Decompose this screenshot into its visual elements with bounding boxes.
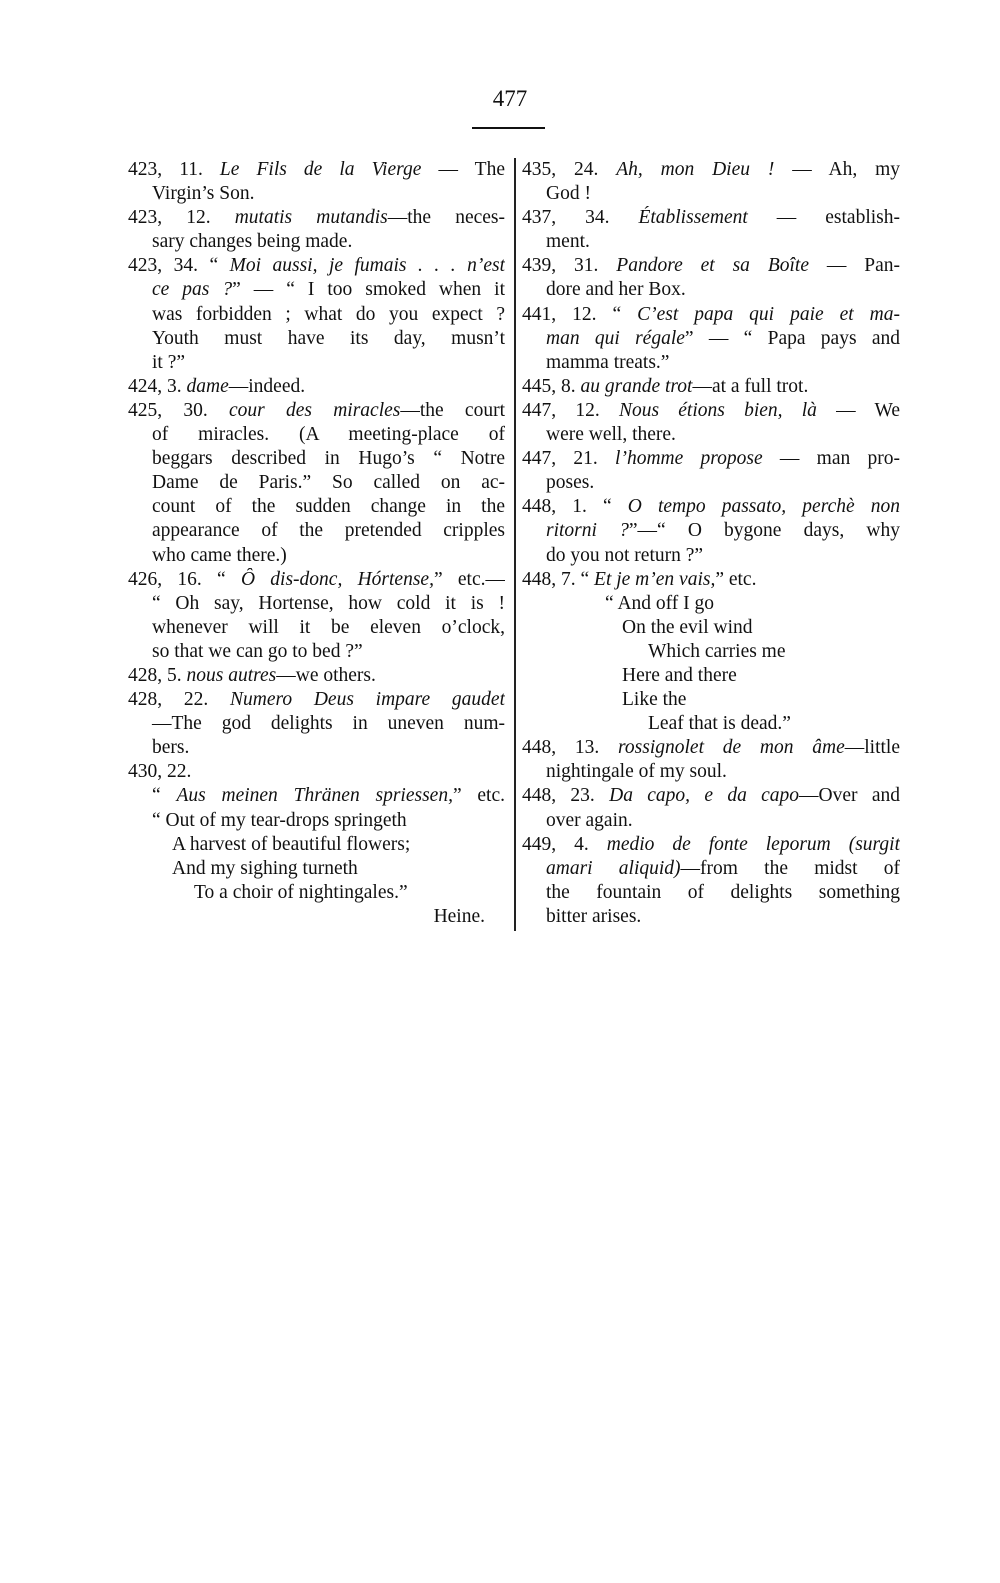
text-line <box>522 688 900 712</box>
text-line <box>128 495 505 519</box>
text-line <box>522 712 900 736</box>
text-segment: — establish- <box>747 207 900 229</box>
italic-term: Le Fils de la Vierge <box>219 159 422 180</box>
text-segment: —from the midst of <box>680 857 900 879</box>
text-segment: the fountain of delights something <box>546 881 900 903</box>
note-entry-first-line <box>128 399 505 423</box>
text-segment: “ Oh say, Hortense, how cold it is ! <box>152 592 505 614</box>
text-line <box>128 833 505 857</box>
italic-term: Da capo, e da capo <box>609 785 800 807</box>
text-line <box>128 182 505 206</box>
text-segment: — The <box>421 159 505 180</box>
text-segment: “ <box>152 785 177 807</box>
text-segment: 448, 1. “ <box>522 496 628 518</box>
text-line <box>128 616 505 640</box>
text-segment: —little <box>844 737 900 759</box>
note-entry-first-line <box>128 664 505 688</box>
text-segment: 428, 5. <box>128 664 187 686</box>
note-entry-first-line <box>522 447 900 471</box>
italic-term: Moi aussi, je fumais . . . n’est <box>229 255 505 277</box>
text-segment: 447, 12. <box>522 399 619 421</box>
italic-term: Aus meinen Thränen spriessen, <box>176 785 453 807</box>
text-segment: were well, there. <box>546 424 676 446</box>
text-segment: —The god delights in uneven num- <box>152 713 505 735</box>
text-segment: over again. <box>546 809 633 831</box>
text-segment: sary changes being made. <box>152 231 353 253</box>
text-segment: 435, 24. <box>522 159 617 180</box>
text-line <box>128 230 505 254</box>
text-line <box>128 471 505 495</box>
text-line <box>522 327 900 351</box>
header-rule <box>472 127 545 129</box>
note-entry-first-line <box>522 158 900 182</box>
text-segment: And my sighing turneth <box>172 857 358 879</box>
text-segment: was forbidden ; what do you expect ? <box>152 303 505 325</box>
italic-term: amari aliquid) <box>546 857 681 879</box>
text-segment: ” etc. <box>715 568 757 590</box>
text-segment: 430, 22. <box>128 761 192 783</box>
text-segment: 449, 4. <box>522 833 607 855</box>
text-line <box>522 592 900 616</box>
text-segment: —we others. <box>276 664 376 686</box>
text-segment: 437, 34. <box>522 207 639 229</box>
right-column <box>522 158 900 929</box>
italic-term: O tempo passato, perchè non <box>627 496 900 518</box>
text-segment: — man pro- <box>762 448 900 470</box>
text-line <box>522 278 900 302</box>
text-line <box>522 664 900 688</box>
text-segment: ” — “ I too smoked when it <box>232 279 505 301</box>
text-line <box>522 351 900 375</box>
text-segment: dore and her Box. <box>546 279 686 301</box>
italic-term: mutatis mutandis <box>234 207 388 229</box>
text-segment: 423, 11. <box>128 159 220 180</box>
text-segment: ”—“ O bygone days, why <box>628 520 900 542</box>
text-segment: Like the <box>622 689 687 711</box>
text-line <box>128 351 505 375</box>
text-segment: 428, 22. <box>128 689 230 711</box>
italic-term: C’est papa qui paie et ma- <box>637 303 900 325</box>
text-line <box>128 544 505 568</box>
text-segment: of miracles. (A meeting-place of <box>152 424 505 446</box>
text-segment: Youth must have its day, musn’t <box>152 327 505 349</box>
text-segment: Heine. <box>433 905 485 927</box>
text-segment: — Pan- <box>808 255 900 277</box>
text-segment: whenever will it be eleven o’clock, <box>152 616 505 638</box>
text-segment: beggars described in Hugo’s “ Notre <box>152 448 505 470</box>
text-line <box>522 423 900 447</box>
note-entry-first-line <box>128 254 505 278</box>
italic-term: dame <box>186 375 229 397</box>
text-segment: God ! <box>546 183 591 205</box>
italic-term: Ah, mon Dieu ! <box>616 159 775 180</box>
text-line <box>522 640 900 664</box>
italic-term: rossignolet de mon âme <box>618 737 845 759</box>
text-segment: — Ah, my <box>774 159 900 180</box>
note-entry-first-line <box>522 568 900 592</box>
text-line <box>128 447 505 471</box>
text-segment: “ And off I go <box>605 592 715 614</box>
text-line <box>128 736 505 760</box>
text-line <box>522 544 900 568</box>
note-entry-first-line <box>128 688 505 712</box>
text-segment: 423, 34. “ <box>128 255 230 277</box>
text-line <box>128 278 505 302</box>
text-line <box>128 784 505 808</box>
text-segment: — We <box>816 399 900 421</box>
italic-term: au grande trot <box>580 375 693 397</box>
text-line <box>522 182 900 206</box>
italic-term: nous autres <box>186 664 277 686</box>
note-entry-first-line <box>128 206 505 230</box>
text-segment: ” — “ Papa pays and <box>684 327 900 349</box>
text-segment: appearance of the pretended cripples <box>152 520 505 542</box>
text-segment: bers. <box>152 737 190 759</box>
text-segment: 424, 3. <box>128 375 187 397</box>
text-segment: 439, 31. <box>522 255 617 277</box>
text-line <box>522 230 900 254</box>
left-column <box>128 158 505 929</box>
text-segment: do you not return ?” <box>546 544 704 566</box>
note-entry-first-line <box>522 206 900 230</box>
text-segment: 445, 8. <box>522 375 581 397</box>
text-line <box>522 809 900 833</box>
italic-term: man qui régale <box>546 327 685 349</box>
text-segment: poses. <box>546 472 595 494</box>
note-entry-first-line <box>128 568 505 592</box>
note-entry-first-line <box>522 254 900 278</box>
text-line <box>128 712 505 736</box>
text-segment: Virgin’s Son. <box>152 183 255 205</box>
text-segment: count of the sudden change in the <box>152 496 505 518</box>
text-segment: mamma treats.” <box>546 351 670 373</box>
note-entry-first-line <box>128 158 505 182</box>
text-segment: ” etc. <box>452 785 505 807</box>
text-segment: —at a full trot. <box>692 375 809 397</box>
text-segment: On the evil wind <box>622 616 753 638</box>
note-entry-first-line <box>522 399 900 423</box>
italic-term: l’homme propose <box>615 448 763 470</box>
text-segment: who came there.) <box>152 544 287 566</box>
text-segment: A harvest of beautiful flowers; <box>172 833 411 855</box>
italic-term: medio de fonte leporum (surgit <box>606 833 900 855</box>
text-segment: 448, 13. <box>522 737 619 759</box>
italic-term: ce pas ? <box>152 279 233 301</box>
text-segment: —Over and <box>799 785 900 807</box>
text-segment: Here and there <box>622 664 737 686</box>
text-segment: so that we can go to bed ?” <box>152 640 363 662</box>
text-segment: Dame de Paris.” So called on ac- <box>152 472 505 494</box>
text-line <box>522 881 900 905</box>
text-segment: To a choir of nightingales.” <box>194 881 408 903</box>
page-number: 477 <box>492 86 528 111</box>
note-entry-first-line <box>522 495 900 519</box>
text-segment: Which carries me <box>648 640 786 662</box>
text-segment: nightingale of my soul. <box>546 761 727 783</box>
text-segment: ” etc.— <box>433 568 505 590</box>
italic-term: Pandore et sa Boîte <box>616 255 809 277</box>
text-line <box>128 423 505 447</box>
italic-term: Et je m’en vais, <box>594 568 716 590</box>
note-entry-first-line <box>522 736 900 760</box>
text-segment: 426, 16. “ <box>128 568 241 590</box>
text-segment: —the court <box>400 399 505 421</box>
text-segment: 441, 12. “ <box>522 303 638 325</box>
note-entry-first-line <box>128 760 505 784</box>
text-line <box>128 809 505 833</box>
italic-term: cour des miracles <box>228 399 401 421</box>
note-entry-first-line <box>522 784 900 808</box>
note-entry-first-line <box>522 375 900 399</box>
text-line <box>128 303 505 327</box>
text-line <box>522 616 900 640</box>
text-line <box>128 881 505 905</box>
italic-term: Numero Deus impare gaudet <box>230 689 505 711</box>
text-line <box>128 327 505 351</box>
text-line <box>128 519 505 543</box>
text-line <box>522 760 900 784</box>
text-line <box>128 592 505 616</box>
column-divider <box>514 158 516 931</box>
note-entry-first-line <box>522 833 900 857</box>
text-segment: 448, 7. “ <box>522 568 595 590</box>
text-segment: 425, 30. <box>128 399 229 421</box>
text-segment: “ Out of my tear-drops springeth <box>152 809 407 831</box>
text-line <box>522 519 900 543</box>
text-line <box>128 640 505 664</box>
note-entry-first-line <box>128 375 505 399</box>
italic-term: Ô dis-donc, Hórtense, <box>240 568 434 590</box>
text-segment: 448, 23. <box>522 785 610 807</box>
text-segment: bitter arises. <box>546 905 642 927</box>
text-segment: it ?” <box>152 351 186 373</box>
text-segment: Leaf that is dead.” <box>648 713 791 735</box>
italic-term: Nous étions bien, là <box>618 399 817 421</box>
note-entry-first-line <box>522 303 900 327</box>
italic-term: ritorni ? <box>546 520 629 542</box>
text-segment: —indeed. <box>228 375 306 397</box>
text-line <box>522 905 900 929</box>
text-line <box>522 857 900 881</box>
text-segment: —the neces- <box>387 207 505 229</box>
italic-term: Établissement <box>638 207 748 229</box>
text-line <box>128 905 505 929</box>
text-line <box>128 857 505 881</box>
text-segment: 447, 21. <box>522 448 616 470</box>
text-segment: 423, 12. <box>128 207 235 229</box>
text-segment: ment. <box>546 231 590 253</box>
text-line <box>522 471 900 495</box>
